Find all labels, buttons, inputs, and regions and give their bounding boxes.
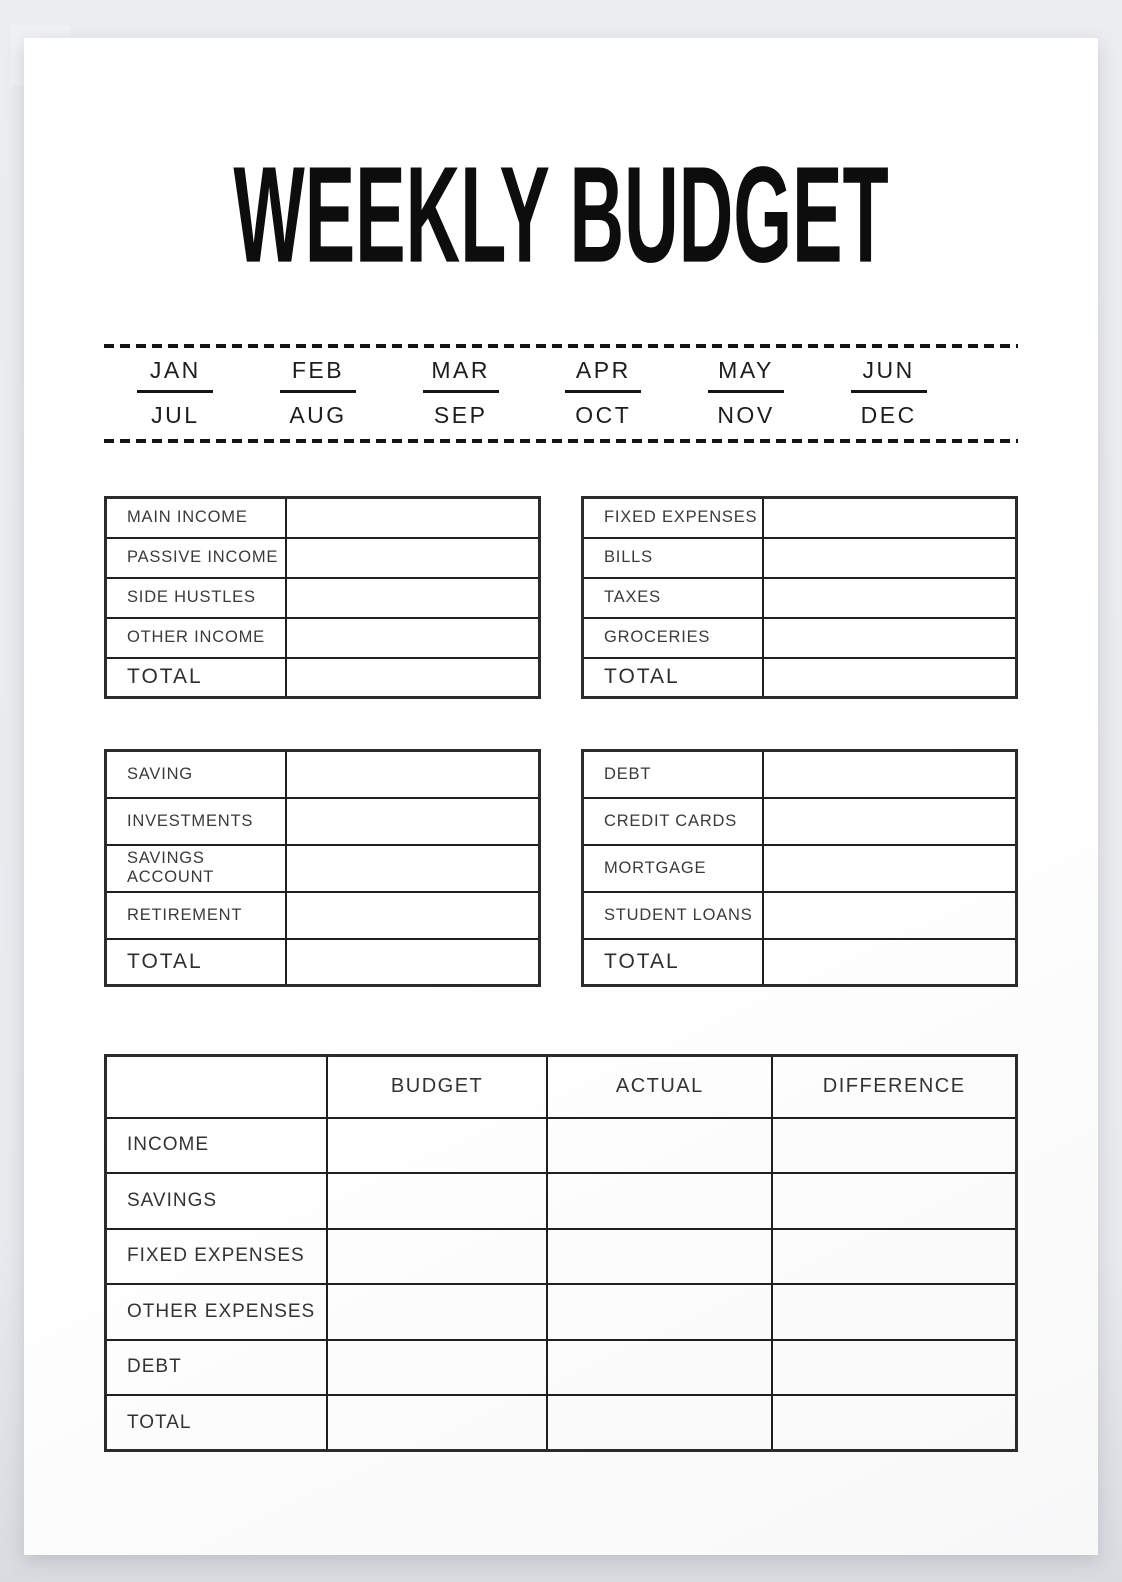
fixed-expenses-table: [581, 496, 1018, 699]
row-label-savings-account: SAVINGS ACCOUNT: [106, 845, 286, 892]
total-row: [583, 939, 1017, 986]
dashed-divider-bottom: [104, 439, 1018, 443]
summary-budget-cell[interactable]: [327, 1173, 547, 1229]
fixed-expenses-value-cell[interactable]: [763, 538, 1017, 578]
row-label-saving: SAVING: [106, 751, 286, 798]
savings-value-cell[interactable]: [286, 798, 540, 845]
summary-row-total: [106, 1395, 1017, 1451]
fixed-expenses-total-label: TOTAL: [583, 658, 763, 698]
summary-difference-cell[interactable]: [772, 1173, 1016, 1229]
row-label-groceries: GROCERIES: [583, 618, 763, 658]
summary-header-actual: ACTUAL: [547, 1056, 772, 1118]
summary-difference-cell[interactable]: [772, 1229, 1016, 1285]
table-row: [583, 751, 1017, 798]
row-label-other-income: OTHER INCOME: [106, 618, 286, 658]
summary-difference-cell[interactable]: [772, 1118, 1016, 1174]
month-underline: [137, 390, 213, 393]
table-row: [583, 618, 1017, 658]
debt-total-label: TOTAL: [583, 939, 763, 986]
month-column-4: [532, 357, 675, 429]
summary-actual-cell[interactable]: [547, 1340, 772, 1396]
category-tables: [104, 496, 1018, 987]
row-label-fixed-expenses: FIXED EXPENSES: [583, 498, 763, 538]
fixed-expenses-value-cell[interactable]: [763, 618, 1017, 658]
income-table: [104, 496, 541, 699]
summary-row-label: OTHER EXPENSES: [106, 1284, 327, 1340]
fixed-expenses-total-cell[interactable]: [763, 658, 1017, 698]
month-underline: [565, 390, 641, 393]
total-row: [106, 658, 540, 698]
summary-row-label: FIXED EXPENSES: [106, 1229, 327, 1285]
table-row: [106, 618, 540, 658]
row-label-passive-income: PASSIVE INCOME: [106, 538, 286, 578]
month-underline: [280, 390, 356, 393]
savings-value-cell[interactable]: [286, 845, 540, 892]
summary-budget-cell[interactable]: [327, 1284, 547, 1340]
month-option-dec[interactable]: DEC: [860, 402, 917, 428]
summary-row-income: [106, 1118, 1017, 1174]
table-row: [583, 538, 1017, 578]
summary-difference-cell[interactable]: [772, 1284, 1016, 1340]
income-total-cell[interactable]: [286, 658, 540, 698]
table-row: [583, 798, 1017, 845]
savings-value-cell[interactable]: [286, 751, 540, 798]
table-row: [106, 751, 540, 798]
summary-actual-cell[interactable]: [547, 1284, 772, 1340]
month-underline: [851, 390, 927, 393]
table-row: [583, 892, 1017, 939]
month-option-oct[interactable]: OCT: [575, 402, 632, 428]
row-label-retirement: RETIREMENT: [106, 892, 286, 939]
fixed-expenses-value-cell[interactable]: [763, 578, 1017, 618]
debt-value-cell[interactable]: [763, 892, 1017, 939]
summary-difference-cell[interactable]: [772, 1395, 1016, 1451]
debt-value-cell[interactable]: [763, 751, 1017, 798]
income-value-cell[interactable]: [286, 578, 540, 618]
savings-total-cell[interactable]: [286, 939, 540, 986]
fixed-expenses-value-cell[interactable]: [763, 498, 1017, 538]
month-column-2: [247, 357, 390, 429]
summary-budget-cell[interactable]: [327, 1229, 547, 1285]
budget-page: [24, 38, 1098, 1555]
income-total-label: TOTAL: [106, 658, 286, 698]
row-label-debt: DEBT: [583, 751, 763, 798]
table-row: [583, 498, 1017, 538]
table-row: [106, 578, 540, 618]
summary-row-other-expenses: [106, 1284, 1017, 1340]
table-row: [106, 892, 540, 939]
month-option-jun[interactable]: JUN: [862, 357, 915, 383]
summary-budget-cell[interactable]: [327, 1118, 547, 1174]
summary-actual-cell[interactable]: [547, 1395, 772, 1451]
summary-actual-cell[interactable]: [547, 1118, 772, 1174]
page-title-wrap: [104, 38, 1018, 292]
income-value-cell[interactable]: [286, 618, 540, 658]
summary-row-label: TOTAL: [106, 1395, 327, 1451]
month-option-aug[interactable]: AUG: [289, 402, 347, 428]
table-row: [106, 798, 540, 845]
month-underline: [423, 390, 499, 393]
table-row: [106, 845, 540, 892]
page-title: WEEKLY BUDGET: [233, 140, 889, 292]
row-label-mortgage: MORTGAGE: [583, 845, 763, 892]
row-label-main-income: MAIN INCOME: [106, 498, 286, 538]
summary-header-empty: [106, 1056, 327, 1118]
debt-table: [581, 749, 1018, 987]
summary-row-fixed-expenses: [106, 1229, 1017, 1285]
summary-header-budget: BUDGET: [327, 1056, 547, 1118]
month-option-may[interactable]: MAY: [718, 357, 774, 383]
row-label-side-hustles: SIDE HUSTLES: [106, 578, 286, 618]
total-row: [583, 658, 1017, 698]
row-label-credit-cards: CREDIT CARDS: [583, 798, 763, 845]
row-label-investments: INVESTMENTS: [106, 798, 286, 845]
summary-header-difference: DIFFERENCE: [772, 1056, 1016, 1118]
income-value-cell[interactable]: [286, 498, 540, 538]
row-label-bills: BILLS: [583, 538, 763, 578]
summary-budget-cell[interactable]: [327, 1340, 547, 1396]
summary-budget-cell[interactable]: [327, 1395, 547, 1451]
month-option-feb[interactable]: FEB: [291, 357, 345, 383]
income-value-cell[interactable]: [286, 538, 540, 578]
savings-value-cell[interactable]: [286, 892, 540, 939]
month-option-mar[interactable]: MAR: [431, 357, 490, 383]
table-row: [106, 498, 540, 538]
month-column-6: [817, 357, 960, 429]
table-row: [106, 538, 540, 578]
row-label-taxes: TAXES: [583, 578, 763, 618]
table-row: [583, 845, 1017, 892]
debt-total-cell[interactable]: [763, 939, 1017, 986]
savings-total-label: TOTAL: [106, 939, 286, 986]
summary-difference-cell[interactable]: [772, 1340, 1016, 1396]
summary-row-debt: [106, 1340, 1017, 1396]
month-column-5: [675, 357, 818, 429]
savings-table: [104, 749, 541, 987]
total-row: [106, 939, 540, 986]
month-column-1: [104, 357, 247, 429]
row-label-student-loans: STUDENT LOANS: [583, 892, 763, 939]
summary-row-label: INCOME: [106, 1118, 327, 1174]
summary-header-row: [106, 1056, 1017, 1118]
summary-actual-cell[interactable]: [547, 1173, 772, 1229]
month-option-sep[interactable]: SEP: [433, 402, 488, 428]
summary-row-label: DEBT: [106, 1340, 327, 1396]
month-option-jan[interactable]: JAN: [149, 357, 201, 383]
summary-actual-cell[interactable]: [547, 1229, 772, 1285]
summary-row-label: SAVINGS: [106, 1173, 327, 1229]
debt-value-cell[interactable]: [763, 845, 1017, 892]
debt-value-cell[interactable]: [763, 798, 1017, 845]
month-column-3: [389, 357, 532, 429]
month-option-nov[interactable]: NOV: [717, 402, 775, 428]
month-option-apr[interactable]: APR: [575, 357, 631, 383]
summary-section: [104, 1054, 1018, 1452]
month-underline: [708, 390, 784, 393]
month-option-jul[interactable]: JUL: [151, 402, 200, 428]
summary-row-savings: [106, 1173, 1017, 1229]
month-selector: [104, 344, 1018, 443]
table-row: [583, 578, 1017, 618]
summary-table: [104, 1054, 1018, 1452]
